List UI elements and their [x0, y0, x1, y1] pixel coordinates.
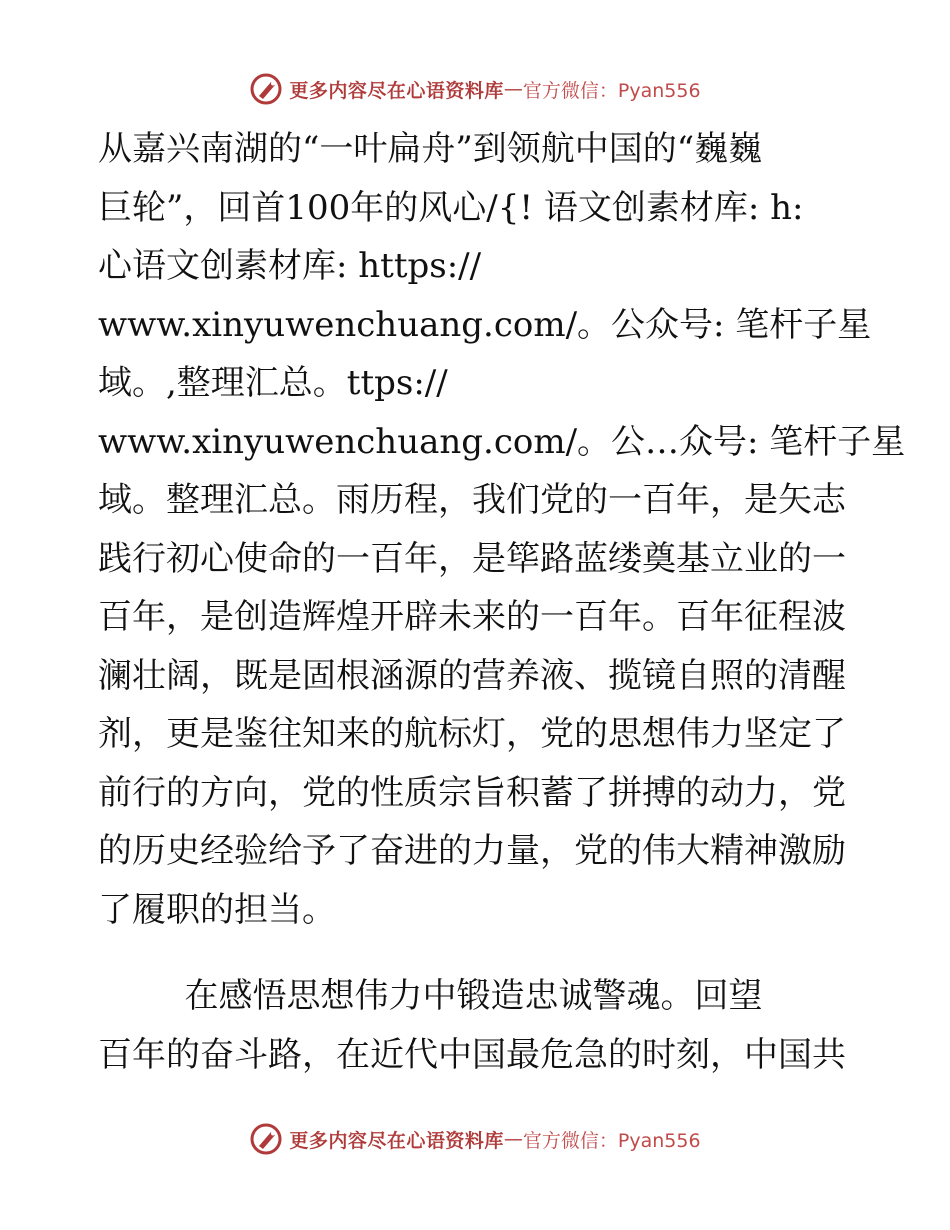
- text-line: 从嘉兴南湖的“一叶扁舟”到领航中国的“巍巍: [98, 129, 763, 169]
- paragraph-gap: [98, 939, 858, 967]
- text-line: 域。整理汇总。雨历程，我们党的一百年，是矢志: [98, 480, 846, 520]
- text-line: 澜壮阔，既是固根涵源的营养液、揽镜自照的清醒: [98, 655, 846, 696]
- text-line: 域。,整理汇总。ttps://: [98, 363, 448, 403]
- text-line: 剂，更是鉴往知来的航标灯，党的思想伟力坚定了: [98, 714, 846, 754]
- text-line: www.xinyuwenchuang.com/。公众号: 笔杆子星: [98, 304, 872, 345]
- text-line: 在感悟思想伟力中锻造忠诚警魂。回望: [98, 976, 763, 1016]
- banner-wechat-text: 官方微信：Pyan556: [522, 79, 701, 102]
- header-banner: [0, 72, 950, 106]
- text-line: 的历史经验给予了奋进的力量，党的伟大精神激励: [98, 831, 846, 871]
- text-line: 践行初心使命的一百年，是筚路蓝缕奠基立业的一: [98, 538, 846, 579]
- paragraph-1: [98, 120, 906, 939]
- text-line: 前行的方向，党的性质宗旨积蓄了拼搏的动力，党: [98, 772, 846, 813]
- pen-logo-icon: [249, 1122, 283, 1156]
- banner-dash: —: [503, 78, 523, 100]
- text-line: 了履职的担当。: [98, 889, 336, 930]
- banner-wechat-text: 官方微信：Pyan556: [522, 1129, 701, 1152]
- document-body: [98, 120, 906, 1084]
- text-line: 心语文创素材库: https://: [98, 246, 482, 286]
- paragraph-2: [98, 967, 858, 1084]
- pen-logo-icon: [249, 72, 283, 106]
- footer-banner: [0, 1122, 950, 1156]
- text-line: 百年，是创造辉煌开辟未来的一百年。百年征程波: [98, 597, 846, 637]
- text-line: 巨轮”，回首100年的风心/{! 语文创素材库: h:: [98, 187, 804, 228]
- banner-main-text: 更多内容尽在心语资料库: [289, 79, 504, 102]
- banner-dash: —: [503, 1128, 523, 1150]
- text-line: www.xinyuwenchuang.com/。公…众号: 笔杆子星: [98, 421, 906, 462]
- banner-main-text: 更多内容尽在心语资料库: [289, 1129, 504, 1152]
- text-line: 百年的奋斗路，在近代中国最危急的时刻，中国共: [98, 1034, 846, 1075]
